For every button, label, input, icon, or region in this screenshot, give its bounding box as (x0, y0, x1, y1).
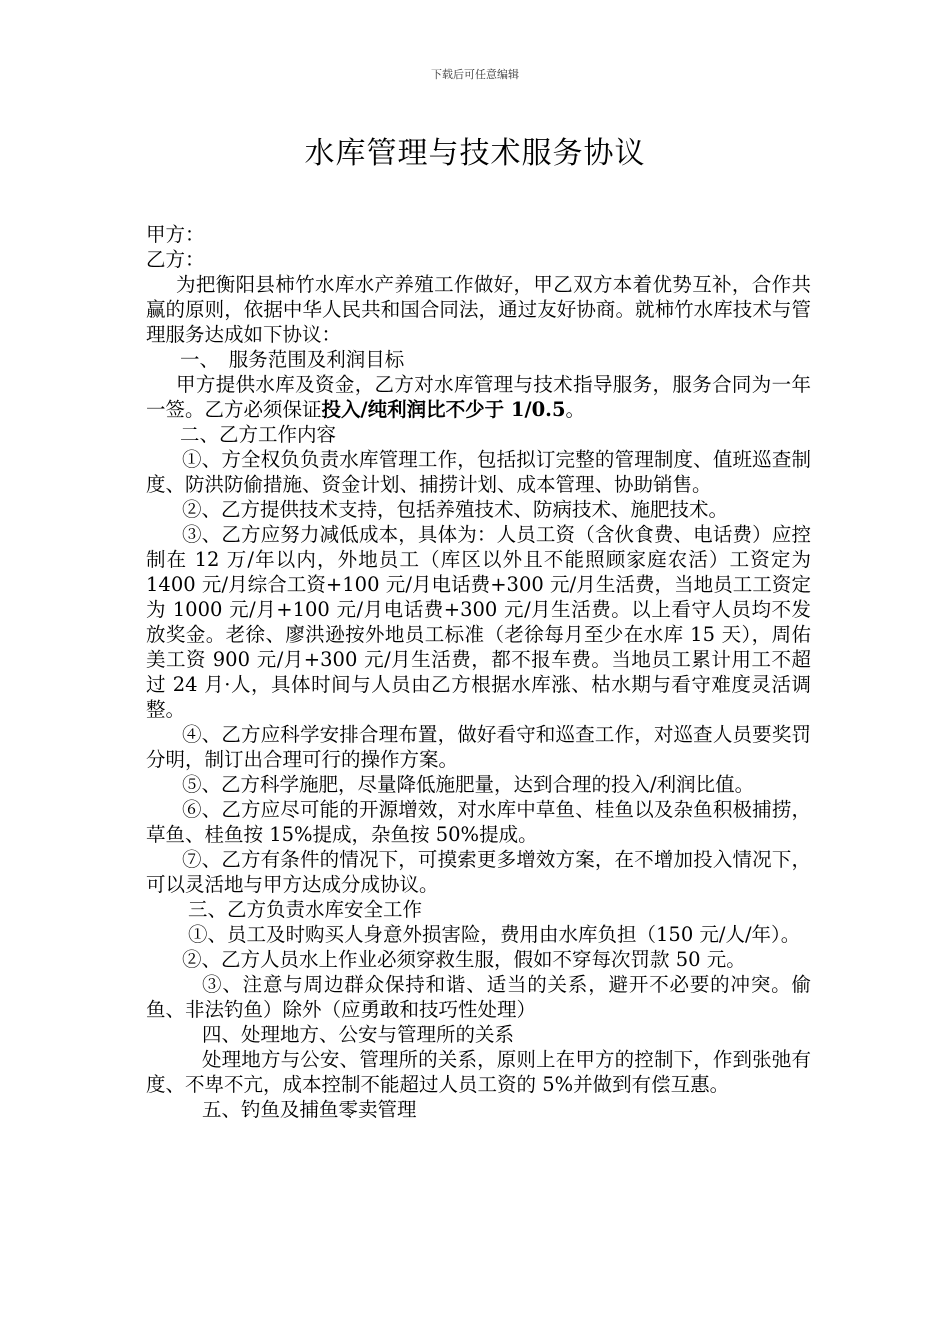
section-5-heading: 五、钓鱼及捕鱼零卖管理 (202, 1098, 417, 1121)
section-3-item-2: ②、乙方人员水上作业必须穿救生服，假如不穿每次罚款 50 元。 (182, 948, 746, 971)
section-2-item-4: ④、乙方应科学安排合理布置，做好看守和巡查工作，对巡查人员要奖罚分明，制订出合理可行的操作方案。 (146, 723, 811, 771)
section-2-item-1: ①、方全权负负责水库管理工作，包括拟订完整的管理制度、值班巡查制度、防洪防偷措施、资金计划、捕捞计划、成本管理、协助销售。 (146, 448, 811, 496)
party-b-label: 乙方： (146, 248, 205, 271)
party-a-label: 甲方： (146, 223, 205, 246)
section-2-item-6: ⑥、乙方应尽可能的开源增效，对水库中草鱼、桂鱼以及杂鱼积极捕捞，草鱼、桂鱼按 15%提成，杂鱼按 50%提成。 (146, 798, 811, 846)
section-1-text: 甲方提供水库及资金，乙方对水库管理与技术指导服务，服务合同为一年一签。乙方必须保证 (146, 373, 811, 421)
section-2-heading: 二、乙方工作内容 (180, 423, 337, 446)
section-1-paragraph (146, 372, 811, 422)
document-body (146, 222, 811, 1122)
section-3-heading: 三、乙方负责水库安全工作 (188, 898, 423, 921)
section-4-heading: 四、处理地方、公安与管理所的关系 (202, 1023, 515, 1046)
section-3-item-1: ①、员工及时购买人身意外损害险，费用由水库负担（150 元/人/年）。 (188, 923, 801, 946)
section-1-text-end: 。 (565, 398, 586, 421)
section-2-item-3: ③、乙方应努力减低成本，具体为：人员工资（含伙食费、电话费）应控制在 12 万/年以内，外地员工（库区以外且不能照顾家庭农活）工资定为 1400 元/月综合工资+100 元/月电话费+300 元/月生活费，当地员工工资定为 1000 元/月+100 元/月电话费+300 元/月生活费。以上看守人员均不发放奖金。老徐、廖洪逊按外地员工标准（老徐每月至少在水库 15 天），周佑美工资 900 元/月+300 元/月生活费，都不报车费。当地员工累计用工不超过 24 月·人，具体时间与人员由乙方根据水库涨、枯水期与看守难度灵活调整。 (146, 523, 811, 721)
section-4-paragraph: 处理地方与公安、管理所的关系，原则上在甲方的控制下，作到张弛有度、不卑不亢，成本控制不能超过人员工资的 5%并做到有偿互惠。 (146, 1048, 811, 1096)
section-2-item-7: ⑦、乙方有条件的情况下，可摸索更多增效方案，在不增加投入情况下，可以灵活地与甲方达成分成协议。 (146, 848, 811, 896)
profit-ratio-requirement: 投入/纯利润比不少于 1/0.5 (321, 398, 566, 421)
header-note: 下载后可任意编辑 (431, 68, 519, 81)
intro-paragraph: 为把衡阳县柿竹水库水产养殖工作做好，甲乙双方本着优势互补，合作共赢的原则，依据中华人民共和国合同法，通过友好协商。就柿竹水库技术与管理服务达成如下协议： (146, 273, 811, 346)
section-3-item-3: ③、注意与周边群众保持和谐、适当的关系，避开不必要的冲突。偷鱼、非法钓鱼）除外（应勇敢和技巧性处理） (146, 973, 811, 1021)
section-2-item-2: ②、乙方提供技术支持，包括养殖技术、防病技术、施肥技术。 (182, 498, 729, 521)
document-title: 水库管理与技术服务协议 (304, 136, 646, 171)
section-1-heading: 一、 服务范围及利润目标 (180, 348, 405, 371)
section-2-item-5: ⑤、乙方科学施肥，尽量降低施肥量，达到合理的投入/利润比值。 (182, 773, 755, 796)
